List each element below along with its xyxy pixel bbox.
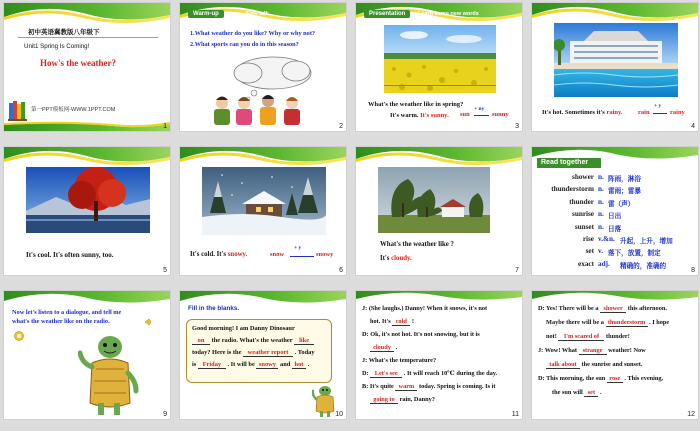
blank-answer: Let's see xyxy=(370,370,402,378)
dialogue-line-2: Maybe there will be a thunderstorm . I hope xyxy=(546,319,670,326)
vocabulary-pos: adj. xyxy=(598,259,610,268)
thinking-children-illustration xyxy=(208,53,318,125)
vocabulary-row xyxy=(532,247,696,257)
section-tag: Presentation xyxy=(364,10,410,18)
slide-thumbnail-2[interactable] xyxy=(179,2,347,132)
base-word: sun xyxy=(460,111,470,118)
dialogue-line-3: not! I'm scared of thunder! xyxy=(546,333,630,340)
dialogue-line-7: B: It's quite warm today. Spring is coming. Is it xyxy=(362,383,496,390)
vocabulary-row xyxy=(532,185,696,195)
blank-answer: weather report xyxy=(243,349,293,357)
dialogue-line-4: J: Wow! What strange weather! Now xyxy=(538,347,646,354)
caption: It's cool. It's often sunny, too. xyxy=(26,251,114,259)
vocabulary-row xyxy=(532,235,696,245)
answer: It's cloudy. xyxy=(380,255,412,262)
suffix-underline xyxy=(474,115,489,116)
blank-answer: Friday xyxy=(198,361,226,369)
caption: It's cold. It's snowy. xyxy=(190,251,248,258)
slide-thumbnail-11[interactable] xyxy=(355,290,523,420)
blank-answer: snowy xyxy=(256,361,278,369)
base-word: rain xyxy=(638,109,650,116)
slide-thumbnail-1[interactable] xyxy=(3,2,171,132)
suffix-underline xyxy=(290,256,314,257)
dialogue-line-1: J: (She laughs.) Danny! When it snows, it's not xyxy=(362,305,488,312)
vocabulary-row xyxy=(532,260,696,270)
vocabulary-word: rise xyxy=(582,235,594,243)
passage-line-1: Good morning! I am Danny Dinosaur xyxy=(192,325,295,332)
vocabulary-word: sunset xyxy=(574,222,594,231)
top-wave-decoration xyxy=(356,147,522,169)
site-credit: 第一PPT模板网-WWW.1PPT.COM xyxy=(31,107,116,113)
vocabulary-meaning: 升起，上升，增加 xyxy=(620,237,673,245)
grade-label: 初中英语冀教版八年级下 xyxy=(28,29,100,36)
vocabulary-meaning: 雷（声） xyxy=(608,199,635,208)
slide-number: 9 xyxy=(163,411,167,418)
slide-number: 4 xyxy=(691,123,695,130)
dialogue-line-1: D: Yes! There will be a shower this afternoon. xyxy=(538,305,667,312)
top-wave-decoration xyxy=(532,3,698,25)
question: What's the weather like ? xyxy=(380,241,454,248)
slide-number: 12 xyxy=(687,411,695,418)
slide-number: 8 xyxy=(691,267,695,274)
blank-answer: talk about xyxy=(546,361,580,369)
divider xyxy=(18,37,158,38)
vocabulary-word: sunrise xyxy=(572,210,594,219)
snowy-house-photo xyxy=(202,167,326,235)
top-wave-decoration xyxy=(4,147,170,169)
exercise-title: Fill in the blanks. xyxy=(188,305,240,312)
instruction-line-1: Now let's listen to a dialogue, and tell me xyxy=(12,309,122,316)
vocabulary-meaning: 日出 xyxy=(608,212,622,221)
dialogue-line-2: hot. It's cold ! xyxy=(370,318,414,325)
vocabulary-word: thunderstorm xyxy=(551,185,594,194)
slide-thumbnail-4[interactable] xyxy=(531,2,699,132)
blank-answer: going to xyxy=(370,396,398,404)
derived-word: sunny xyxy=(492,111,509,118)
top-wave-decoration xyxy=(180,147,346,169)
section-header xyxy=(536,157,602,169)
derived-word: rainy xyxy=(670,109,685,116)
derived-word: snowy xyxy=(316,251,334,258)
slide-number: 10 xyxy=(335,411,343,418)
lesson-title: How's the weather? xyxy=(40,58,116,68)
slide-thumbnail-8[interactable] xyxy=(531,146,699,276)
answer-sentence: It's warm. It's sunny. xyxy=(390,112,449,119)
suffix-hint: + y xyxy=(654,103,662,109)
blank-answer: set xyxy=(584,389,598,397)
section-tag: Warm-up xyxy=(188,10,224,18)
speaker-icon[interactable] xyxy=(14,331,24,341)
answer-sentence: It's hot. Sometimes it's rainy. xyxy=(542,109,623,116)
spring-field-photo xyxy=(384,25,496,93)
base-word: snow xyxy=(270,251,285,258)
vocabulary-pos: n. xyxy=(598,173,604,181)
dialogue-line-6: D: Let's see . It will reach 10℃ during the day. xyxy=(362,370,498,377)
vocabulary-word: shower xyxy=(572,173,594,181)
section-description: Free talk xyxy=(246,11,269,17)
slide-thumbnail-12[interactable] xyxy=(531,290,699,420)
suffix-hint: + y xyxy=(294,245,302,251)
slide-thumbnail-10[interactable] xyxy=(179,290,347,420)
vocabulary-pos: n. xyxy=(598,197,604,206)
vocabulary-pos: n. xyxy=(598,185,604,194)
blank-answer: I'm scared of xyxy=(558,333,604,341)
dialogue-line-8: going to rain, Danny? xyxy=(370,396,435,404)
vocabulary-meaning: 日落 xyxy=(608,224,622,233)
slide-thumbnail-6[interactable] xyxy=(179,146,347,276)
caption-highlight: snowy. xyxy=(227,251,248,258)
dialogue-line-5: talk about the sunrise and sunset. xyxy=(546,361,642,369)
slide-number: 7 xyxy=(515,267,519,274)
question-2: 2.What sports can you do in this season? xyxy=(190,41,299,48)
slide-number: 5 xyxy=(163,267,167,274)
vocabulary-meaning: 阵雨，淋浴 xyxy=(608,175,641,183)
autumn-tree-photo xyxy=(26,167,150,233)
vocabulary-word: thunder xyxy=(569,197,594,206)
section-header-label: Read together xyxy=(541,159,589,166)
blank-answer: like xyxy=(294,337,314,345)
instruction-line-2: what's the weather like on the radio. xyxy=(12,318,110,325)
blank-answer: rose xyxy=(607,375,623,383)
slide-number: 6 xyxy=(339,267,343,274)
passage-line-4: is Friday . It will be snowy and hot . xyxy=(192,361,310,368)
answer-highlight: It's sunny. xyxy=(420,112,449,119)
slide-number: 11 xyxy=(511,411,519,418)
slide-thumbnail-9[interactable] xyxy=(3,290,171,420)
unit-title: Unit1 Spring Is Coming! xyxy=(24,43,90,50)
books-icon xyxy=(8,99,28,121)
blank-answer: cloudy xyxy=(370,344,394,352)
answer-highlight: rainy. xyxy=(606,109,623,116)
turtle-mascot-illustration xyxy=(78,333,140,417)
dialogue-line-6: D: This morning, the sun rose . This evening, xyxy=(538,375,664,382)
blank-answer: cold xyxy=(392,318,410,326)
vocabulary-pos: n. xyxy=(598,222,604,231)
question: What's the weather like in spring? xyxy=(368,101,464,108)
slide-number: 1 xyxy=(163,123,167,130)
blank-answer: shower xyxy=(600,305,626,313)
blank-answer: strange xyxy=(579,347,607,355)
slide-thumbnail-7[interactable] xyxy=(355,146,523,276)
vocabulary-word: exact xyxy=(578,259,594,268)
slide-number: 3 xyxy=(515,123,519,130)
dialogue-line-7: the sun will set . xyxy=(552,389,602,396)
vocabulary-pos: v. xyxy=(598,247,603,256)
section-description: Learn some new words xyxy=(418,11,479,17)
passage-line-2: on the radio. What's the weather like xyxy=(192,337,314,345)
vocabulary-row xyxy=(532,210,696,220)
answer-highlight: cloudy. xyxy=(391,255,412,262)
windy-trees-photo xyxy=(378,167,490,233)
slide-thumbnail-3[interactable] xyxy=(355,2,523,132)
vocabulary-meaning: 精确的，准确的 xyxy=(620,261,667,270)
top-wave-decoration xyxy=(4,3,170,25)
turtle-mascot-illustration xyxy=(312,385,338,417)
blank-answer: warm xyxy=(395,383,417,391)
slide-number: 2 xyxy=(339,123,343,130)
suffix-hint: + ny xyxy=(474,106,485,112)
dialogue-line-3: D: Ok, it's not hot. It's not snowing, but it is xyxy=(362,331,480,338)
vocabulary-meaning: 落下，放置，制定 xyxy=(608,249,661,258)
vocabulary-meaning: 雷雨；雷暴 xyxy=(608,187,641,196)
hotel-pool-photo xyxy=(554,23,678,97)
vocabulary-word: set xyxy=(585,247,594,256)
vocabulary-row xyxy=(532,198,696,208)
bottom-wave-decoration xyxy=(4,121,170,131)
blank-answer: hot xyxy=(292,361,306,369)
blank-answer: on xyxy=(192,337,210,345)
vocabulary-row xyxy=(532,173,696,183)
suffix-underline xyxy=(653,113,667,114)
pointing-hand-icon xyxy=(144,318,152,326)
question-1: 1.What weather do you like? Why or why not? xyxy=(190,30,316,37)
dialogue-line-5: J: What's the temperature? xyxy=(362,357,437,364)
vocabulary-pos: v.&n. xyxy=(598,235,615,243)
passage-line-3: today? Here is the weather report . Today xyxy=(192,349,315,356)
slide-thumbnail-5[interactable] xyxy=(3,146,171,276)
vocabulary-pos: n. xyxy=(598,210,604,219)
blank-answer: thunderstorm xyxy=(606,319,648,327)
vocabulary-row xyxy=(532,223,696,233)
dialogue-line-4: cloudy . xyxy=(370,344,397,352)
